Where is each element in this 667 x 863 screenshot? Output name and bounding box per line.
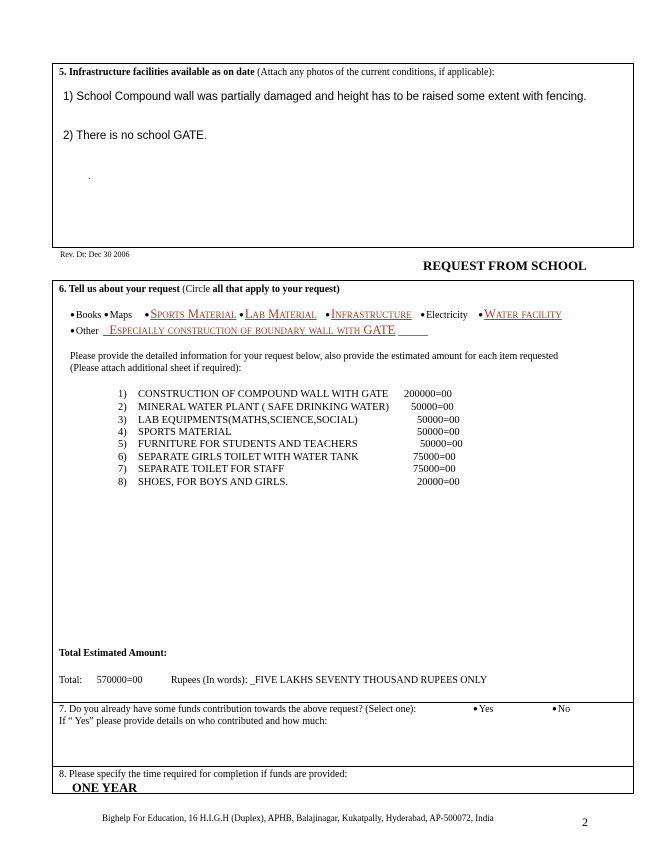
section5-line1: 1) School Compound wall was partially damaged and height has to be raised some extent with fencing. [63,91,587,103]
list-item: 3) LAB EQUIPMENTS(MATHS,SCIENCE,SOCIAL) [118,415,358,426]
section5-dot: . [88,171,91,182]
options-row-1 [70,307,562,322]
item-amount: 50000=00 [417,415,460,426]
instructions-line1: Please provide the detailed information for your request below, also provide the estimated amount for each item requested [70,351,559,362]
option-other[interactable]: ● Other [70,326,99,337]
list-item: 2) MINERAL WATER PLANT ( SAFE DRINKING WATER) [118,402,390,413]
words-value: _FIVE LAKHS SEVENTY THOUSAND RUPEES ONLY [249,675,488,686]
item-amount: 75000=00 [413,464,456,475]
item-amount: 50000=00 [420,439,463,450]
request-heading: REQUEST FROM SCHOOL [423,258,587,273]
section7-number: 7. [59,704,67,715]
total-heading: Total Estimated Amount: [59,648,167,659]
section8-answer: ONE YEAR [72,781,138,795]
list-item: 4) SPORTS MATERIAL [118,427,232,438]
total-row [59,675,487,686]
words-label: Rupees (In words): [170,675,248,686]
options-row-2 [70,323,428,338]
instructions [70,351,630,375]
option-sports-material[interactable]: Sports Material [150,307,237,321]
instructions-line2: (Please attach additional sheet if required): [70,363,242,374]
page-number: 2 [582,815,588,829]
option-lab-material[interactable]: Lab Material [244,307,317,321]
option-other-blank: ______ [397,326,428,337]
option-infrastructure[interactable]: Infrastructure [331,307,412,321]
section8-question [59,769,347,780]
option-books[interactable]: ● Books [70,310,101,321]
section8-number: 8. [59,769,67,780]
item-amount: 75000=00 [413,452,456,463]
option-electricity[interactable]: ● Electricity [420,310,468,321]
section6-title-apply: all that apply to your request) [212,284,340,295]
total-value: 570000=00 [96,675,143,686]
list-item: 5) FURNITURE FOR STUDENTS AND TEACHERS [118,439,358,450]
option-no[interactable]: ● No [552,704,570,715]
section6-box [52,280,634,703]
footer-address: Bighelp For Education, 16 H.I.G.H (Duplex), APHB, Balajinagar, Kukatpally, Hyderabad, AP-500072, India [102,813,494,823]
item-amount: 20000=00 [417,477,460,488]
item-amount: 200000=00 [404,389,452,400]
section5-heading [59,67,495,78]
section7-text: Do you already have some funds contribution towards the above request? (Select one): [69,704,417,715]
section5-note: (Attach any photos of the current conditions, if applicable): [257,67,495,78]
section5-title: 5. Infrastructure facilities available as on date [59,67,255,78]
option-water-facility[interactable]: Water facility [484,307,562,321]
section5-line2: 2) There is no school GATE. [63,130,208,142]
section7-question [59,704,416,715]
item-amount: 50000=00 [411,402,454,413]
list-item: 6) SEPARATE GIRLS TOILET WITH WATER TANK [118,452,359,463]
section6-title-circle: (Circle [182,284,211,295]
revision-date: Rev. Dt: Dec 30 2006 [60,250,130,259]
option-yes[interactable]: ● Yes [473,704,493,715]
section7-followup: If “ Yes” please provide details on who contributed and how much: [59,716,328,727]
total-label: Total: [59,675,83,686]
option-maps[interactable]: ● Maps [104,310,132,321]
list-item: 7) SEPARATE TOILET FOR STAFF [118,464,285,475]
option-other-value[interactable]: _Especially construction of boundary wall with GATE [103,323,396,337]
section6-heading [59,284,340,295]
list-item: 8) SHOES, FOR BOYS AND GIRLS. [118,477,288,488]
item-amount: 50000=00 [417,427,460,438]
section6-title: 6. Tell us about your request [59,284,180,295]
list-item: 1) CONSTRUCTION OF COMPOUND WALL WITH GATE [118,389,389,400]
section8-text: Please specify the time required for completion if funds are provided: [69,769,348,780]
